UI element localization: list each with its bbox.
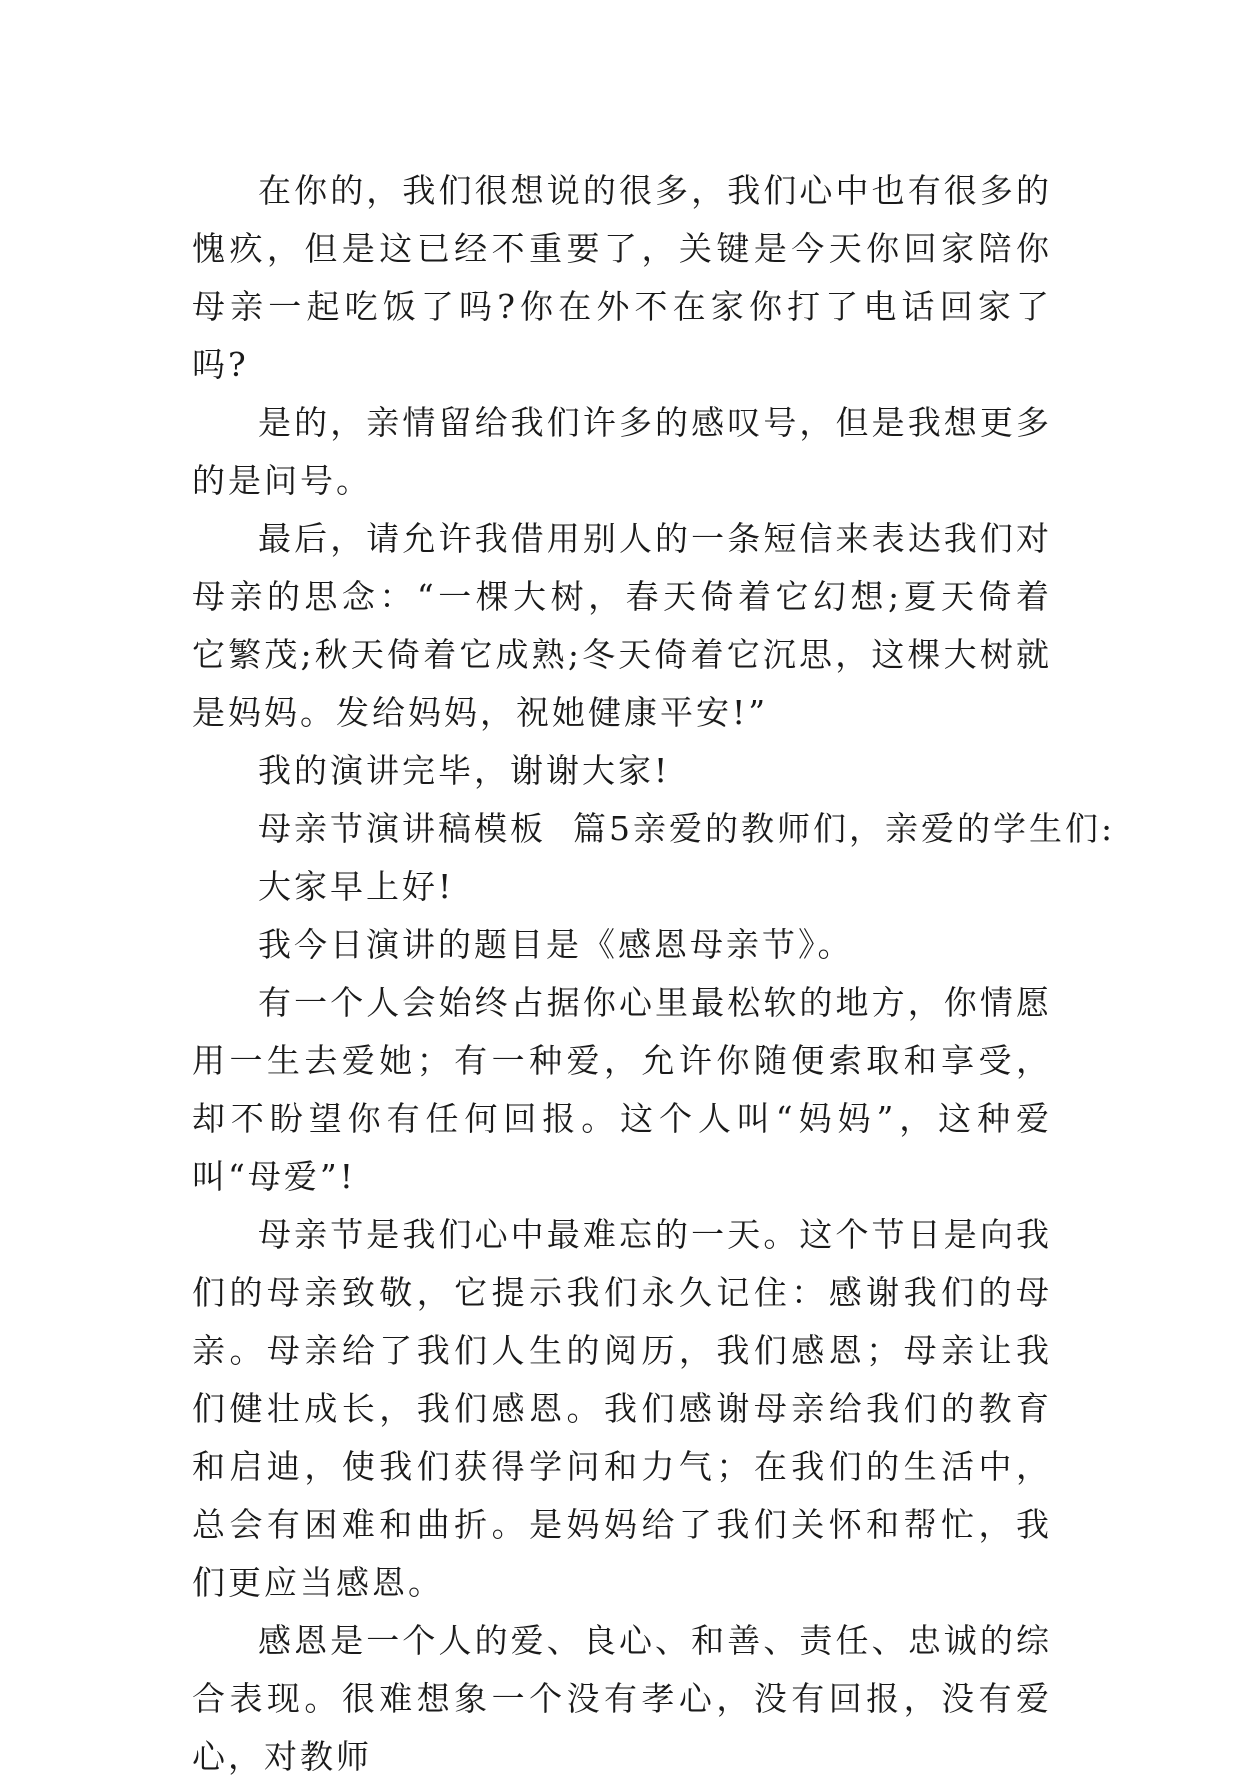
paragraph-mother-love: 有一个人会始终占据你心里最松软的地方，你情愿用一生去爱她；有一种爱，允许你随便索取和享受，却不盼望你有任何回报。这个人叫“妈妈”，这种爱叫“母爱”! <box>192 983 1052 1196</box>
paragraph-closing: 我的演讲完毕，谢谢大家! <box>258 751 671 790</box>
paragraph-big-tree: 最后，请允许我借用别人的一条短信来表达我们对母亲的思念：“一棵大树，春天倚着它幻想;夏天倚着它繁茂;秋天倚着它成熟;冬天倚着它沉思，这棵大树就是妈妈。发给妈妈，祝她健康平安!” <box>192 519 1052 732</box>
paragraph-mothers-day: 母亲节是我们心中最难忘的一天。这个节日是向我们的母亲致敬，它提示我们永久记住：感谢我们的母亲。母亲给了我们人生的阅历，我们感恩；母亲让我们健壮成长，我们感恩。我们感谢母亲给我们的教育和启迪，使我们获得学问和力气；在我们的生活中，总会有困难和曲折。是妈妈给了我们关怀和帮忙，我们更应当感恩。 <box>192 1215 1052 1602</box>
paragraph-exclamation: 是的，亲情留给我们许多的感叹号，但是我想更多的是问号。 <box>192 403 1052 500</box>
paragraph-gratitude: 感恩是一个人的爱、良心、和善、责任、忠诚的综合表现。很难想象一个没有孝心，没有回报，没有爱心，对教师 <box>192 1621 1052 1776</box>
document-body <box>192 162 1116 1786</box>
paragraph-section-heading: 母亲节演讲稿模板 篇5亲爱的教师们，亲爱的学生们: <box>258 809 1116 848</box>
paragraph-topic: 我今日演讲的题目是《感恩母亲节》。 <box>258 925 854 964</box>
paragraph-guilt: 在你的，我们很想说的很多，我们心中也有很多的愧疚，但是这已经不重要了，关键是今天你回家陪你母亲一起吃饭了吗?你在外不在家你打了电话回家了吗? <box>192 171 1052 384</box>
paragraph-greeting: 大家早上好! <box>258 867 455 906</box>
